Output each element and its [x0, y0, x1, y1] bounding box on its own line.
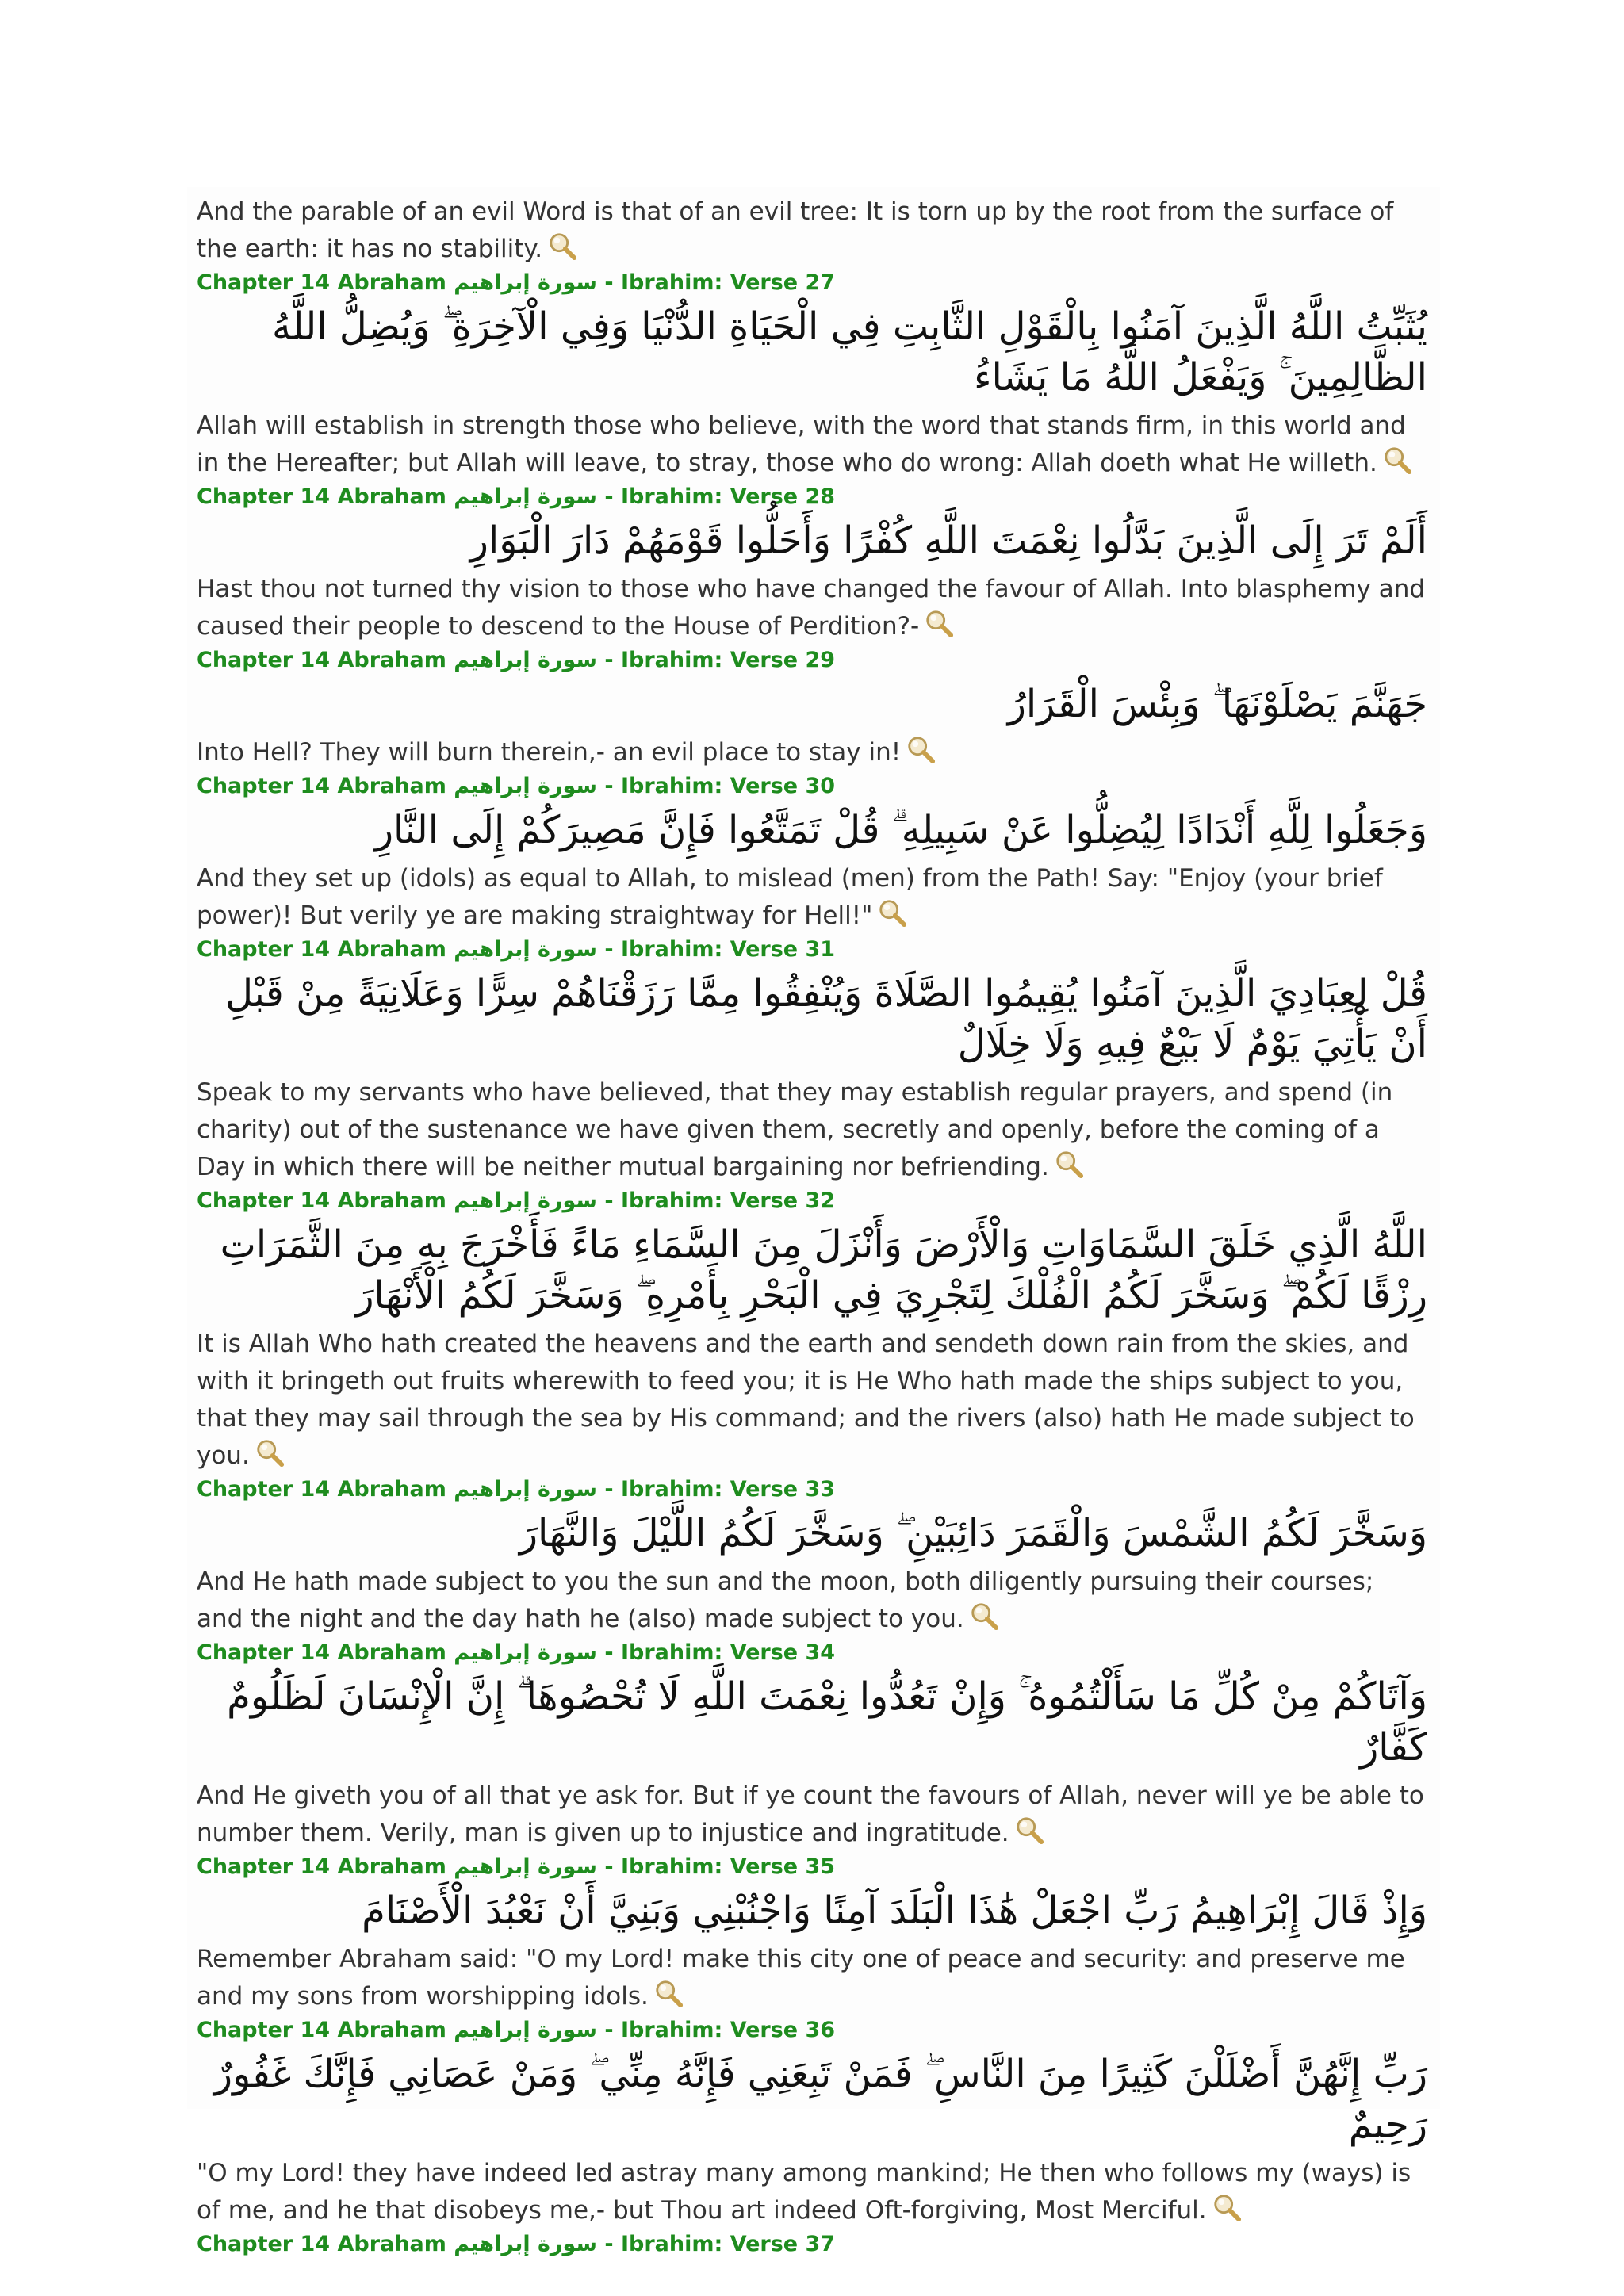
magnifier-icon[interactable] — [1212, 2192, 1242, 2222]
verse-arabic: وَآتَاكُمْ مِنْ كُلِّ مَا سَأَلْتُمُوهُ ۚ وَإِنْ تَعُدُّوا نِعْمَتَ اللَّهِ لَا تُحْصُوهَا ۗ إِنَّ الْإِنْسَانَ لَظَلُومٌ كَفَّارٌ — [227, 1674, 1427, 1770]
verse-translation-text: And He hath made subject to you the sun and the moon, both diligently pursuing their courses; and the night and the day hath he (also) made subject to you. — [197, 1567, 1374, 1633]
verse-arabic: رَبِّ إِنَّهُنَّ أَضْلَلْنَ كَثِيرًا مِنَ النَّاسِ ۖ فَمَنْ تَبِعَنِي فَإِنَّهُ مِنِّي ۖ وَمَنْ عَصَانِي فَإِنَّكَ غَفُورٌ رَحِيمٌ — [213, 2052, 1427, 2147]
verse-arabic: وَإِذْ قَالَ إِبْرَاهِيمُ رَبِّ اجْعَلْ هَٰذَا الْبَلَدَ آمِنًا وَاجْنُبْنِي وَبَنِيَّ أَنْ نَعْبُدَ الْأَصْنَامَ — [362, 1888, 1427, 1933]
verse-translation — [197, 571, 1427, 645]
magnifier-icon[interactable] — [906, 734, 936, 764]
verse-translation — [197, 860, 1427, 935]
magnifier-icon[interactable] — [969, 1601, 999, 1631]
verse-heading: Chapter 14 Abraham سورة إبراهيم - Ibrahim: Verse 29 — [197, 648, 836, 672]
verse-heading: Chapter 14 Abraham سورة إبراهيم - Ibrahim: Verse 35 — [197, 1854, 836, 1879]
verse-translation — [197, 1941, 1427, 2015]
verse-translation-text: And the parable of an evil Word is that of an evil tree: It is torn up by the root from the surface of the earth: it has no stability. — [197, 197, 1394, 263]
verse-translation — [197, 1563, 1427, 1638]
verse-heading: Chapter 14 Abraham سورة إبراهيم - Ibrahim: Verse 30 — [197, 774, 836, 798]
verse-translation — [197, 1777, 1427, 1852]
magnifier-icon[interactable] — [924, 608, 954, 638]
page-content — [187, 187, 1440, 2256]
verse-translation-text: And they set up (idols) as equal to Allah, to mislead (men) from the Path! Say: "Enjoy (your brief power)! But verily ye are making straightway for Hell!" — [197, 864, 1383, 930]
verse-heading: Chapter 14 Abraham سورة إبراهيم - Ibrahim: Verse 37 — [197, 2232, 836, 2256]
verse-arabic: قُلْ لِعِبَادِيَ الَّذِينَ آمَنُوا يُقِيمُوا الصَّلَاةَ وَيُنْفِقُوا مِمَّا رَزَقْنَاهُمْ سِرًّا وَعَلَانِيَةً مِنْ قَبْلِ أَنْ يَأْتِيَ يَوْمٌ لَا بَيْعٌ فِيهِ وَلَا خِلَالٌ — [225, 971, 1427, 1066]
verse-translation-text: And He giveth you of all that ye ask for. But if ye count the favours of Allah, never will ye be able to number them. Verily, man is given up to injustice and ingratitude. — [197, 1781, 1424, 1847]
verse-arabic: يُثَبِّتُ اللَّهُ الَّذِينَ آمَنُوا بِالْقَوْلِ الثَّابِتِ فِي الْحَيَاةِ الدُّنْيَا وَفِي الْآخِرَةِ ۖ وَيُضِلُّ اللَّهُ الظَّالِمِينَ ۚ وَيَفْعَلُ اللَّهُ مَا يَشَاءُ — [271, 304, 1427, 400]
verse-heading: Chapter 14 Abraham سورة إبراهيم - Ibrahim: Verse 33 — [197, 1477, 836, 1502]
verse-heading: Chapter 14 Abraham سورة إبراهيم - Ibrahim: Verse 34 — [197, 1640, 836, 1665]
magnifier-icon[interactable] — [547, 231, 577, 261]
verse-heading: Chapter 14 Abraham سورة إبراهيم - Ibrahim: Verse 32 — [197, 1188, 836, 1213]
verse-translation — [197, 1326, 1427, 1475]
verse-translation-text: Remember Abraham said: "O my Lord! make this city one of peace and security: and preserve me and my sons from worshipping idols. — [197, 1945, 1405, 2011]
verse-arabic: أَلَمْ تَرَ إِلَى الَّذِينَ بَدَّلُوا نِعْمَتَ اللَّهِ كُفْرًا وَأَحَلُّوا قَوْمَهُمْ دَارَ الْبَوَارِ — [469, 519, 1427, 563]
verse-translation — [197, 1074, 1427, 1186]
verse-heading: Chapter 14 Abraham سورة إبراهيم - Ibrahim: Verse 31 — [197, 937, 836, 962]
verse-heading: Chapter 14 Abraham سورة إبراهيم - Ibrahim: Verse 36 — [197, 2018, 836, 2042]
magnifier-icon[interactable] — [1382, 445, 1412, 475]
verse-translation-text: Speak to my servants who have believed, that they may establish regular prayers, and spend (in charity) out of the sustenance we have given them, secretly and openly, before the coming of a Day in which there will be neither mutual bargaining nor befriending. — [197, 1078, 1393, 1181]
magnifier-icon[interactable] — [1054, 1149, 1084, 1179]
verse-translation — [197, 408, 1427, 482]
magnifier-icon[interactable] — [653, 1978, 684, 2008]
verse-translation — [197, 193, 1427, 268]
verse-translation-text: "O my Lord! they have indeed led astray many among mankind; He then who follows my (ways) is of me, and he that disobeys me,- but Thou art indeed Oft-forgiving, Most Merciful. — [197, 2159, 1411, 2225]
verse-arabic: اللَّهُ الَّذِي خَلَقَ السَّمَاوَاتِ وَالْأَرْضَ وَأَنْزَلَ مِنَ السَّمَاءِ مَاءً فَأَخْرَجَ بِهِ مِنَ الثَّمَرَاتِ رِزْقًا لَكُمْ ۖ وَسَخَّرَ لَكُمُ الْفُلْكَ لِتَجْرِيَ فِي الْبَحْرِ بِأَمْرِهِ ۖ وَسَخَّرَ لَكُمُ الْأَنْهَارَ — [220, 1223, 1427, 1318]
verse-arabic: جَهَنَّمَ يَصْلَوْنَهَا ۖ وَبِئْسَ الْقَرَارُ — [1007, 682, 1427, 726]
verse-translation — [197, 2155, 1427, 2229]
magnifier-icon[interactable] — [255, 1437, 285, 1468]
verse-translation-text: Hast thou not turned thy vision to those who have changed the favour of Allah. Into blasphemy and caused their people to descend to the House of Perdition?- — [197, 575, 1426, 641]
verse-translation — [197, 734, 1427, 771]
verse-translation-text: Into Hell? They will burn therein,- an evil place to stay in! — [197, 738, 902, 767]
verse-heading: Chapter 14 Abraham سورة إبراهيم - Ibrahim: Verse 27 — [197, 270, 836, 295]
verse-heading: Chapter 14 Abraham سورة إبراهيم - Ibrahim: Verse 28 — [197, 484, 836, 509]
magnifier-icon[interactable] — [877, 897, 907, 928]
magnifier-icon[interactable] — [1014, 1815, 1044, 1845]
verse-arabic: وَجَعَلُوا لِلَّهِ أَنْدَادًا لِيُضِلُّوا عَنْ سَبِيلِهِ ۗ قُلْ تَمَتَّعُوا فَإِنَّ مَصِيرَكُمْ إِلَى النَّارِ — [374, 808, 1427, 852]
verse-arabic: وَسَخَّرَ لَكُمُ الشَّمْسَ وَالْقَمَرَ دَائِبَيْنِ ۖ وَسَخَّرَ لَكُمُ اللَّيْلَ وَالنَّهَارَ — [519, 1511, 1427, 1556]
verse-translation-text: It is Allah Who hath created the heavens and the earth and sendeth down rain from the skies, and with it bringeth out fruits wherewith to feed you; it is He Who hath made the ships subject to you, that they may sail through the sea by His command; and the rivers (also) hath He made subject to you. — [197, 1330, 1415, 1470]
verse-list — [187, 187, 1440, 2260]
verse-translation-text: Allah will establish in strength those who believe, with the word that stands firm, in this world and in the Hereafter; but Allah will leave, to stray, those who do wrong: Allah doeth what He willeth. — [197, 411, 1406, 477]
